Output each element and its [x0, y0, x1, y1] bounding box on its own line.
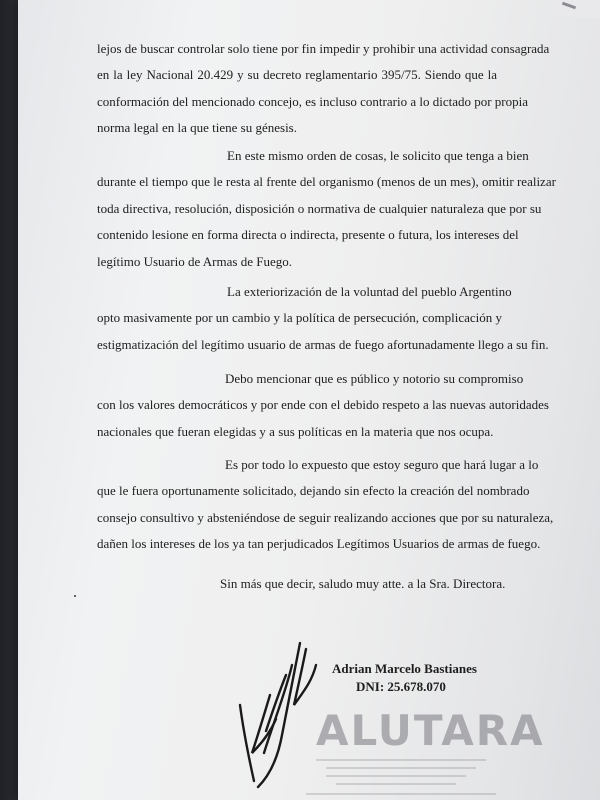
text-line: legítimo Usuario de Armas de Fuego.: [97, 253, 292, 269]
text-line: toda directiva, resolución, disposición o normativa de cualquier naturaleza que por su: [97, 200, 542, 216]
text-line: dañen los intereses de los ya tan perjudicados Legítimos Usuarios de armas de fuego.: [97, 536, 541, 552]
text-line: En este mismo orden de cosas, le solicito que tenga a bien: [227, 148, 529, 163]
text-line: en la ley Nacional 20.429 y su decreto reglamentario 395/75. Siendo que la: [97, 67, 497, 83]
text-line: durante el tiempo que le resta al frente del organismo (menos de un mes), omitir realizar: [97, 174, 556, 190]
text-line: que le fuera oportunamente solicitado, dejando sin efecto la creación del nombrado: [97, 483, 530, 499]
text-line: nacionales que fueran elegidas y a sus políticas en la materia que nos ocupa.: [97, 423, 494, 439]
text-line: contenido lesione en forma directa o indirecta, presente o futura, los intereses del: [97, 227, 519, 243]
text-line: conformación del mencionado concejo, es incluso contrario a lo dictado por propia: [97, 93, 529, 109]
text-line: con los valores democráticos y por ende con el debido respeto a las nuevas autoridades: [97, 397, 549, 413]
text-line: opto masivamente por un cambio y la política de persecución, complicación y: [97, 310, 503, 326]
paragraph-2: [97, 143, 556, 275]
paragraph-5: [97, 452, 554, 558]
text-line: Es por todo lo expuesto que estoy seguro que hará lugar a lo: [225, 457, 539, 472]
paragraph-3: [97, 279, 549, 358]
paragraph-4: [97, 366, 549, 445]
closing-line: Sin más que decir, saludo muy atte. a la Sra. Directora.: [220, 576, 506, 591]
signatory-name: Adrian Marcelo Bastianes: [332, 661, 477, 676]
text-line: consejo consultivo y absteniéndose de seguir realizando acciones que por su naturaleza,: [97, 509, 554, 525]
stray-mark: [74, 595, 76, 597]
stamp-logo: ALUTARA: [316, 706, 545, 755]
text-line: estigmatización del legítimo usuario de armas de fuego afortunadamente llego a su fin.: [97, 336, 549, 352]
text-line: Debo mencionar que es público y notorio su compromiso: [225, 371, 524, 386]
text-line: norma legal en la que tiene su génesis.: [97, 120, 297, 136]
corner-fold: [554, 0, 600, 18]
signatory-dni: DNI: 25.678.070: [356, 679, 446, 694]
text-line: lejos de buscar controlar solo tiene por fin impedir y prohibir una actividad consagrada: [97, 41, 550, 56]
paragraph-1: [97, 36, 550, 142]
text-line: La exteriorización de la voluntad del pueblo Argentino: [227, 284, 512, 299]
